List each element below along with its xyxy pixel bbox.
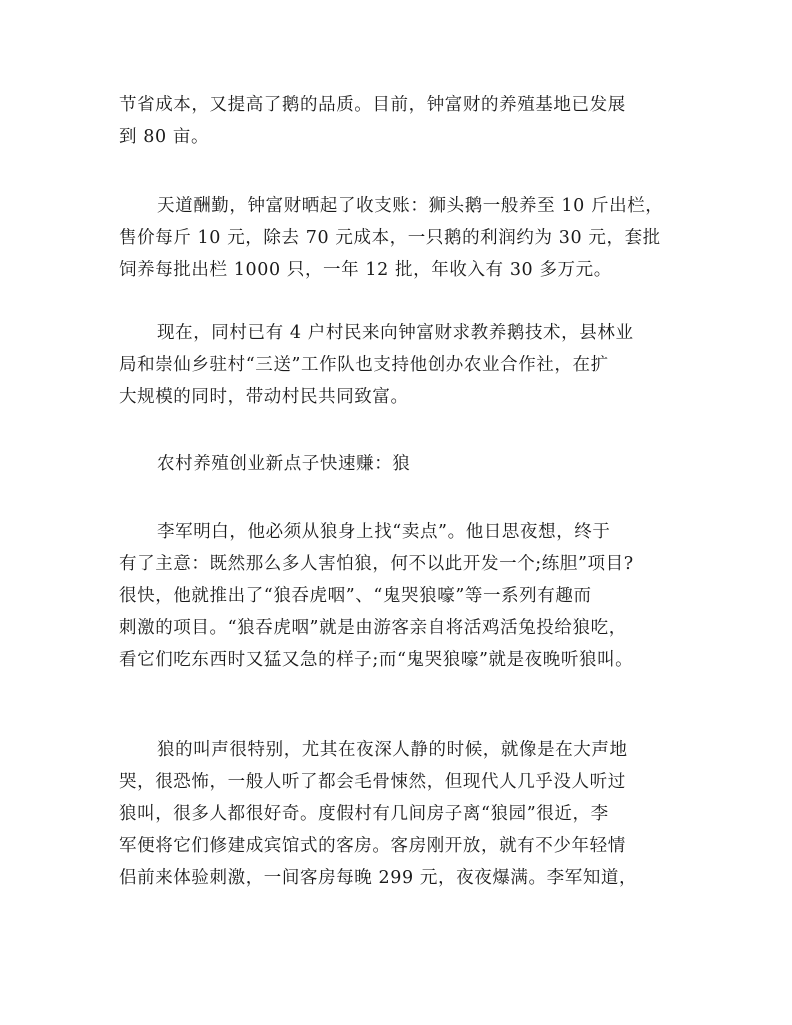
- text-line: 狼的叫声很特别，尤其在夜深人静的时候，就像是在大声地: [157, 740, 628, 760]
- text-line: 侣前来体验刺激，一间客房每晚 299 元，夜夜爆满。李军知道，: [119, 868, 638, 888]
- paragraph-income-account: [119, 190, 759, 286]
- text-line: 天道酬勤，钟富财晒起了收支账：狮头鹅一般养至 10 斤出栏，: [157, 196, 664, 216]
- section-heading-wolf: [119, 448, 759, 480]
- text-line: 看它们吃东西时又猛又急的样子;而“鬼哭狼嚎”就是夜晚听狼叫。: [119, 650, 634, 670]
- paragraph-villagers-cooperative: [119, 317, 759, 413]
- text-line: 售价每斤 10 元，除去 70 元成本，一只鹅的利润约为 30 元，套批: [119, 228, 661, 248]
- text-line: 饲养每批出栏 1000 只，一年 12 批，年收入有 30 多万元。: [119, 260, 612, 280]
- text-line: 李军明白，他必须从狼身上找“卖点”。他日思夜想，终于: [157, 522, 611, 542]
- paragraph-breeding-base: [119, 89, 759, 153]
- text-line: 狼叫，很多人都很好奇。度假村有几间房子离“狼园”很近，李: [119, 804, 609, 824]
- paragraph-wolf-howl-rooms: [119, 734, 759, 894]
- paragraph-wolf-selling-point: [119, 516, 759, 676]
- text-line: 到 80 亩。: [119, 127, 210, 147]
- text-line: 现在，同村已有 4 户村民来向钟富财求教养鹅技术，县林业: [157, 323, 634, 343]
- text-line: 节省成本，又提高了鹅的品质。目前，钟富财的养殖基地已发展: [119, 95, 626, 115]
- text-line: 刺激的项目。“狼吞虎咽”就是由游客亲自将活鸡活兔投给狼吃，: [119, 618, 627, 638]
- text-line: 大规模的同时，带动村民共同致富。: [119, 387, 409, 407]
- text-line: 军便将它们修建成宾馆式的客房。客房刚开放，就有不少年轻情: [119, 836, 626, 856]
- text-line: 局和崇仙乡驻村“三送”工作队也支持他创办农业合作社，在扩: [119, 355, 609, 375]
- section-heading: 农村养殖创业新点子快速赚：狼: [157, 454, 411, 474]
- text-line: 很快，他就推出了“狼吞虎咽”、“鬼哭狼嚎”等一系列有趣而: [119, 586, 592, 606]
- text-line: 哭，很恐怖，一般人听了都会毛骨悚然，但现代人几乎没人听过: [119, 772, 626, 792]
- text-line: 有了主意：既然那么多人害怕狼，何不以此开发一个;练胆”项目?: [119, 554, 634, 574]
